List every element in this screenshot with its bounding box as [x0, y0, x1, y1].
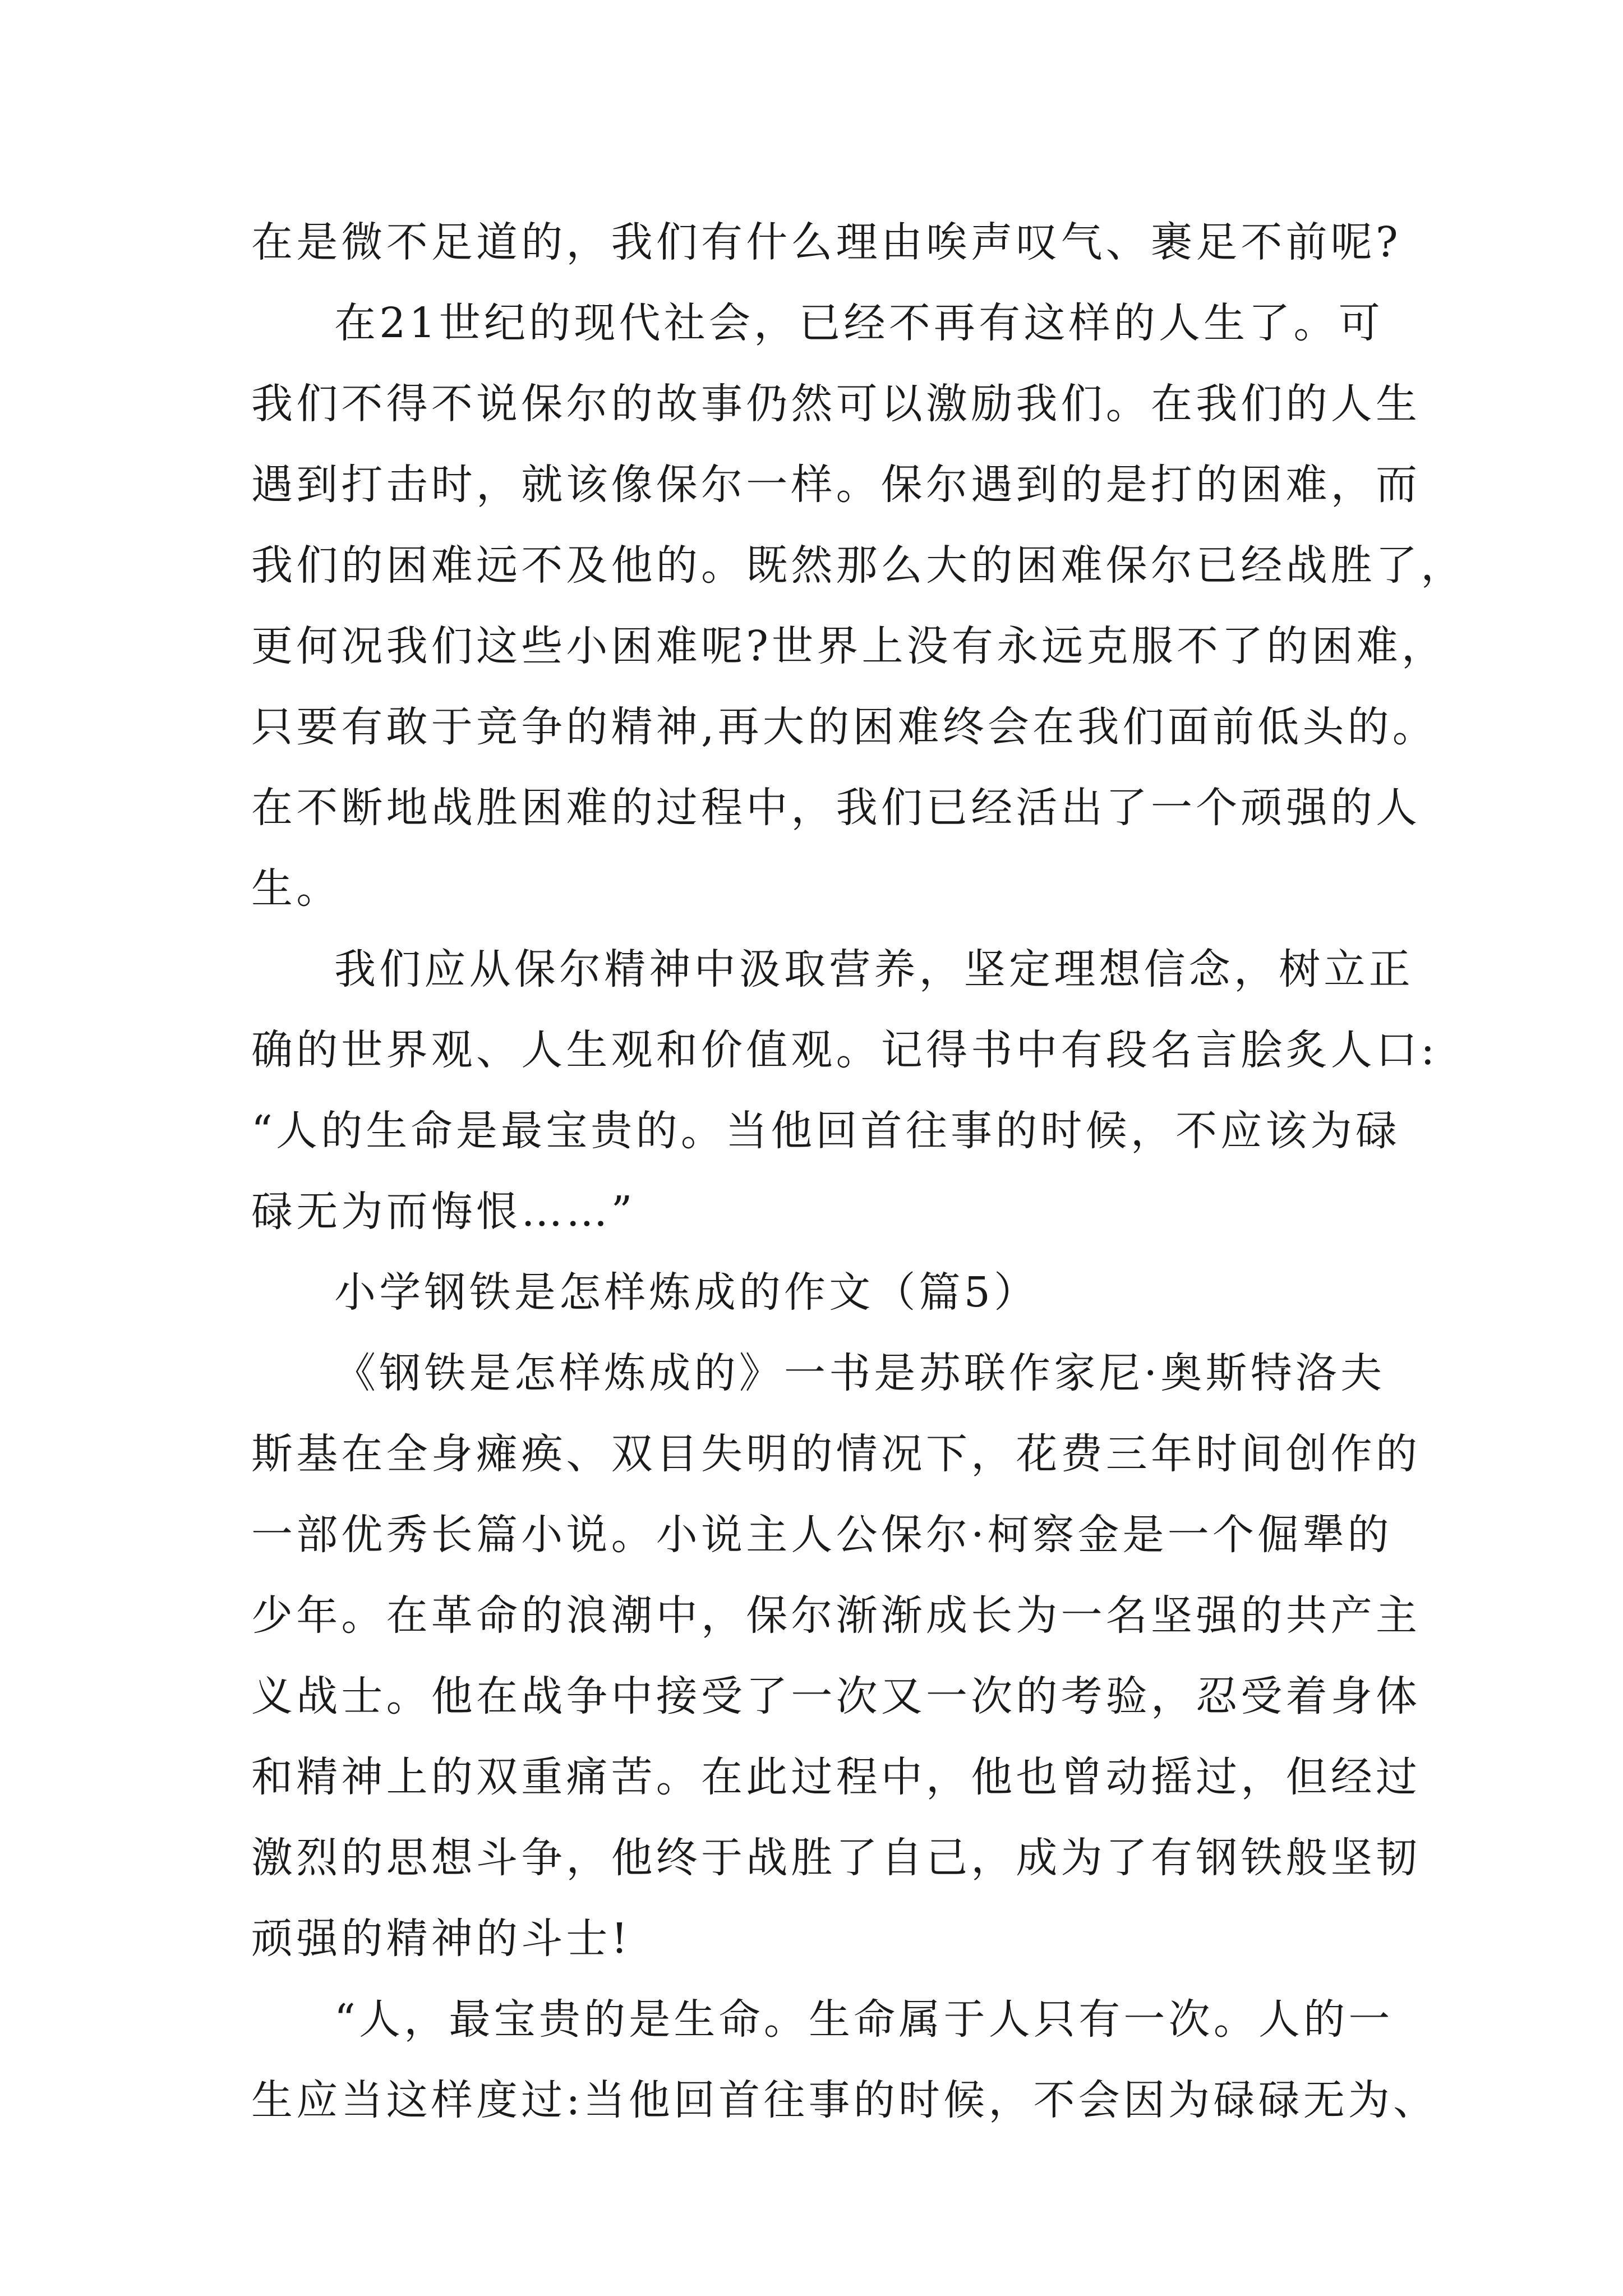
- text-line: 碌无为而悔恨……”: [251, 1188, 636, 1236]
- text-line: 义战士。他在战争中接受了一次又一次的考验，忍受着身体: [251, 1672, 1421, 1720]
- text-line: 一部优秀长篇小说。小说主人公保尔·柯察金是一个倔犟的: [251, 1511, 1393, 1559]
- text-line: 只要有敢于竞争的精神,再大的困难终会在我们面前低头的。: [251, 703, 1437, 751]
- text-line: 更何况我们这些小困难呢?世界上没有永远克服不了的困难，: [251, 622, 1447, 670]
- text-line: 生应当这样度过:当他回首往事的时候，不会因为碌碌无为、: [251, 2076, 1438, 2124]
- text-line: 和精神上的双重痛苦。在此过程中，他也曾动摇过，但经过: [251, 1753, 1421, 1801]
- paragraph-start-book-intro: 《钢铁是怎样炼成的》一书是苏联作家尼·奥斯特洛夫: [334, 1349, 1386, 1397]
- document-body: [251, 202, 1466, 2141]
- paragraph-start-famous-quote: “人，最宝贵的是生命。生命属于人只有一次。人的一: [334, 1995, 1394, 2044]
- text-line-continuation: 在是微不足道的，我们有什么理由唉声叹气、裹足不前呢?: [251, 218, 1401, 266]
- paragraph-start-21st-century: 在21世纪的现代社会，已经不再有这样的人生了。可: [334, 299, 1384, 347]
- text-line: 激烈的思想斗争，他终于战胜了自己，成为了有钢铁般坚韧: [251, 1834, 1421, 1882]
- text-line: 确的世界观、人生观和价值观。记得书中有段名言脍炙人口:: [251, 1026, 1438, 1074]
- text-line: 我们不得不说保尔的故事仍然可以激励我们。在我们的人生: [251, 380, 1421, 428]
- text-line: 在不断地战胜困难的过程中，我们已经活出了一个顽强的人: [251, 784, 1421, 832]
- text-line: 少年。在革命的浪潮中，保尔渐渐成长为一名坚强的共产主: [251, 1591, 1421, 1640]
- text-line: 斯基在全身瘫痪、双目失明的情况下，花费三年时间创作的: [251, 1430, 1421, 1478]
- text-line: 顽强的精神的斗士!: [251, 1915, 631, 1963]
- text-line: 我们的困难远不及他的。既然那么大的困难保尔已经战胜了，: [251, 541, 1466, 590]
- text-line: 遇到打击时，就该像保尔一样。保尔遇到的是打的困难，而: [251, 461, 1421, 509]
- text-line: 生。: [251, 864, 342, 913]
- paragraph-start-paul-spirit: 我们应从保尔精神中汲取营养，坚定理想信念，树立正: [334, 945, 1414, 993]
- text-line-quote: “人的生命是最宝贵的。当他回首往事的时候，不应该为碌: [251, 1107, 1401, 1155]
- section-heading: 小学钢铁是怎样炼成的作文（篇5）: [334, 1268, 1039, 1317]
